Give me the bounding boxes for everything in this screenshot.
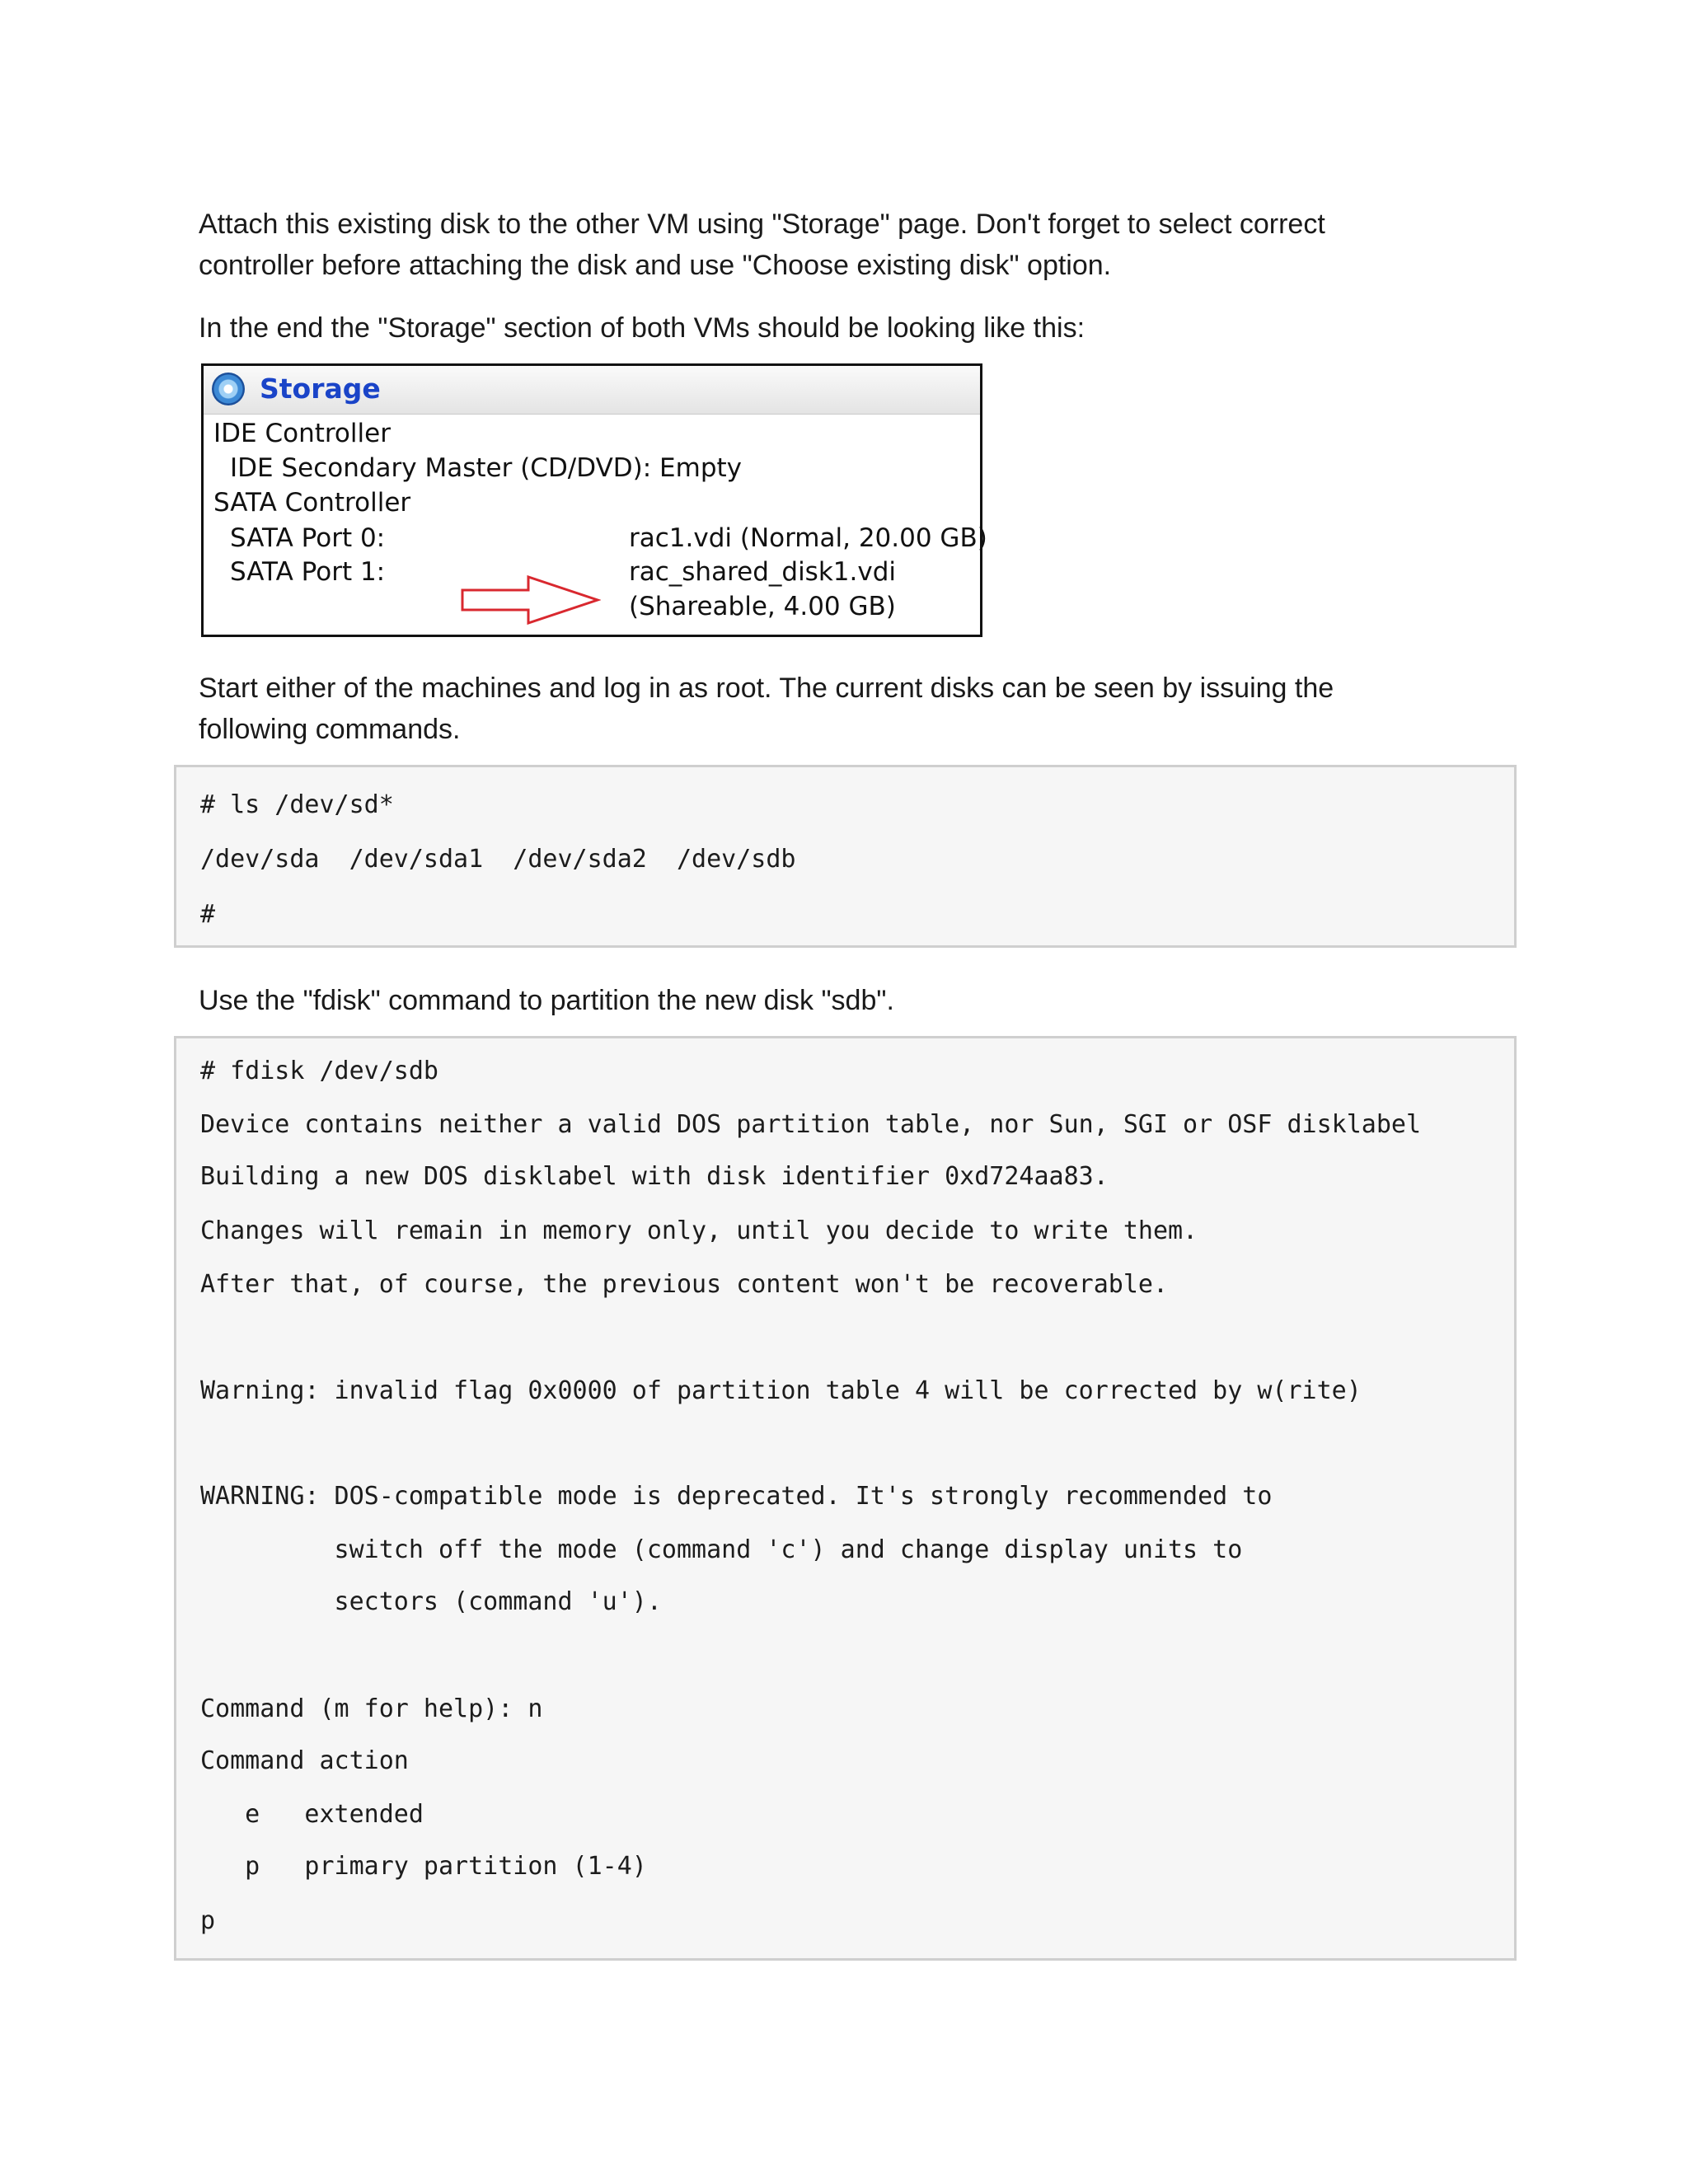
code-line: Command (m for help): n: [200, 1694, 543, 1723]
code-block-ls: [174, 765, 1517, 948]
sata-port1-label: SATA Port 1:: [230, 557, 386, 587]
code-line: p: [200, 1906, 216, 1935]
sata-port1-value-line2: (Shareable, 4.00 GB): [629, 592, 896, 621]
code-line: e extended: [200, 1800, 424, 1829]
sata-port0-label: SATA Port 0:: [230, 523, 386, 553]
code-line: #: [200, 900, 216, 929]
storage-panel-screenshot: [201, 363, 987, 637]
intro-paragraph: [199, 204, 1484, 286]
intro-line-2: controller before attaching the disk and use "Choose existing disk" option.: [199, 250, 1112, 281]
code-block-fdisk: [174, 1036, 1517, 1961]
code-line: Building a new DOS disklabel with disk identifier 0xd724aa83.: [200, 1162, 1109, 1191]
code-line: Changes will remain in memory only, until you decide to write them.: [200, 1216, 1198, 1245]
disk-icon: [212, 373, 245, 405]
code-line: p primary partition (1-4): [200, 1852, 647, 1881]
storage-header: [204, 366, 980, 415]
code-line: After that, of course, the previous content won't be recoverable.: [200, 1270, 1168, 1299]
storage-intro-paragraph: In the end the "Storage" section of both VMs should be looking like this:: [199, 312, 1085, 344]
code-line: Device contains neither a valid DOS partition table, nor Sun, SGI or OSF disklabel: [200, 1110, 1422, 1139]
ide-secondary-master-label: IDE Secondary Master (CD/DVD): Empty: [230, 453, 743, 483]
code-line: # fdisk /dev/sdb: [200, 1057, 438, 1085]
start-line-1: Start either of the machines and log in as root. The current disks can be seen by issuing the: [199, 673, 1334, 704]
code-line: # ls /dev/sd*: [200, 790, 394, 819]
red-arrow-icon: [461, 575, 601, 625]
code-line: /dev/sda /dev/sda1 /dev/sda2 /dev/sdb: [200, 845, 796, 874]
ide-controller-label: IDE Controller: [213, 419, 391, 448]
start-line-2: following commands.: [199, 714, 461, 745]
code-line: WARNING: DOS-compatible mode is deprecated. It's strongly recommended to: [200, 1482, 1273, 1511]
code-line: Command action: [200, 1746, 409, 1775]
sata-controller-label: SATA Controller: [213, 488, 411, 518]
start-machines-paragraph: [199, 668, 1484, 750]
sata-port1-value-line1: rac_shared_disk1.vdi: [629, 557, 897, 587]
storage-title: Storage: [260, 373, 381, 405]
code-line: sectors (command 'u').: [200, 1587, 662, 1616]
code-line: Warning: invalid flag 0x0000 of partition table 4 will be corrected by w(rite): [200, 1376, 1362, 1405]
intro-line-1: Attach this existing disk to the other VM using "Storage" page. Don't forget to select correct: [199, 209, 1325, 240]
sata-port0-value: rac1.vdi (Normal, 20.00 GB): [629, 523, 987, 553]
code-line: switch off the mode (command 'c') and change display units to: [200, 1535, 1243, 1564]
fdisk-intro-paragraph: Use the "fdisk" command to partition the new disk "sdb".: [199, 985, 894, 1016]
